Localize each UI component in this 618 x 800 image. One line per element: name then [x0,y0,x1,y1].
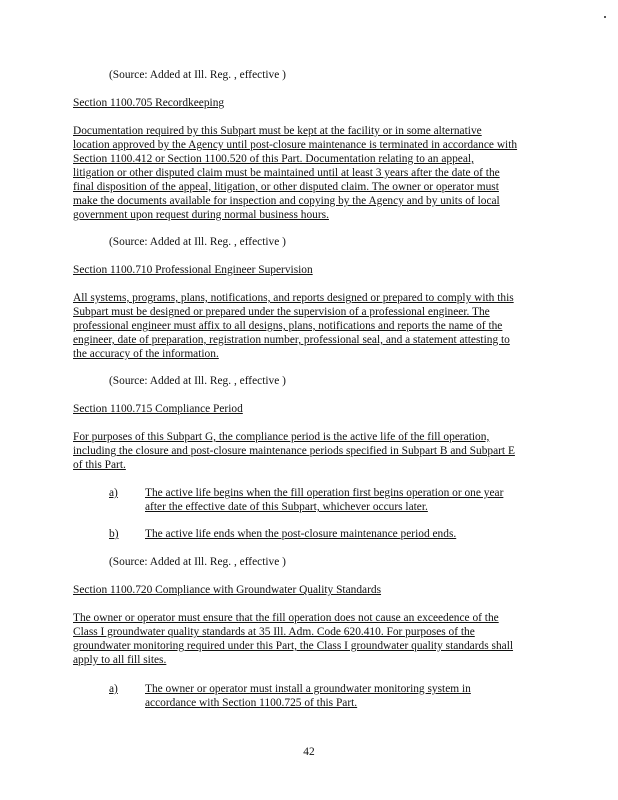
body-line: The owner or operator must ensure that the fill operation does not cause an exceedence of the [73,612,499,624]
body-line: of this Part. [73,459,126,471]
subsection-label: b) [109,528,119,540]
body-line: Class I groundwater quality standards at 35 Ill. Adm. Code 620.410. For purposes of the [73,626,475,638]
body-line: the accuracy of the information. [73,348,219,360]
source-note-1: (Source: Added at Ill. Reg. , effective ) [109,69,286,81]
subsection-line: accordance with Section 1100.725 of this Part. [145,697,358,709]
section-1100-705-heading: Section 1100.705 Recordkeeping [73,97,225,109]
section-1100-710-heading: Section 1100.710 Professional Engineer Supervision [73,264,313,276]
body-line: professional engineer must affix to all designs, plans, notifications and reports the name of the [73,320,503,332]
body-line: final disposition of the appeal, litigation, or other disputed claim. The owner or operator must [73,181,499,193]
body-line: Subpart must be designed or prepared under the supervision of a professional engineer. The [73,306,490,318]
body-line: engineer, date of preparation, registration number, professional seal, and a statement attesting to [73,334,510,346]
subsection-line: after the effective date of this Subpart, whichever occurs later. [145,501,428,513]
body-line: groundwater monitoring required under this Part, the Class I groundwater quality standards shall [73,640,514,652]
body-line: location approved by the Agency until post-closure maintenance is terminated in accordance with [73,139,518,151]
subsection-label: a) [109,487,118,499]
body-line: government upon request during normal business hours. [73,209,329,221]
body-line: Documentation required by this Subpart must be kept at the facility or in some alternative [73,125,482,137]
source-note-4: (Source: Added at Ill. Reg. , effective ) [109,556,286,568]
source-note-3: (Source: Added at Ill. Reg. , effective ) [109,375,286,387]
subsection-line: The owner or operator must install a groundwater monitoring system in [145,683,471,695]
scan-speck [604,16,606,18]
subsection-line: The active life ends when the post-closure maintenance period ends. [145,528,457,540]
body-line: All systems, programs, plans, notifications, and reports designed or prepared to comply with this [73,292,514,304]
subsection-line: The active life begins when the fill operation first begins operation or one year [145,487,504,499]
body-line: Section 1100.412 or Section 1100.520 of this Part. Documentation relating to an appeal, [73,153,474,165]
subsection-label: a) [109,683,118,695]
section-1100-720-heading: Section 1100.720 Compliance with Groundwater Quality Standards [73,584,382,596]
page-number: 42 [303,746,315,758]
body-line: apply to all fill sites. [73,654,167,666]
body-line: For purposes of this Subpart G, the compliance period is the active life of the fill operation, [73,431,490,443]
source-note-2: (Source: Added at Ill. Reg. , effective ) [109,236,286,248]
body-line: litigation or other disputed claim must be maintained until at least 3 years after the date of the [73,167,500,179]
body-line: including the closure and post-closure maintenance periods specified in Subpart B and Subpart E [73,445,515,457]
section-1100-715-heading: Section 1100.715 Compliance Period [73,403,243,415]
body-line: make the documents available for inspection and copying by the Agency and by units of local [73,195,500,207]
